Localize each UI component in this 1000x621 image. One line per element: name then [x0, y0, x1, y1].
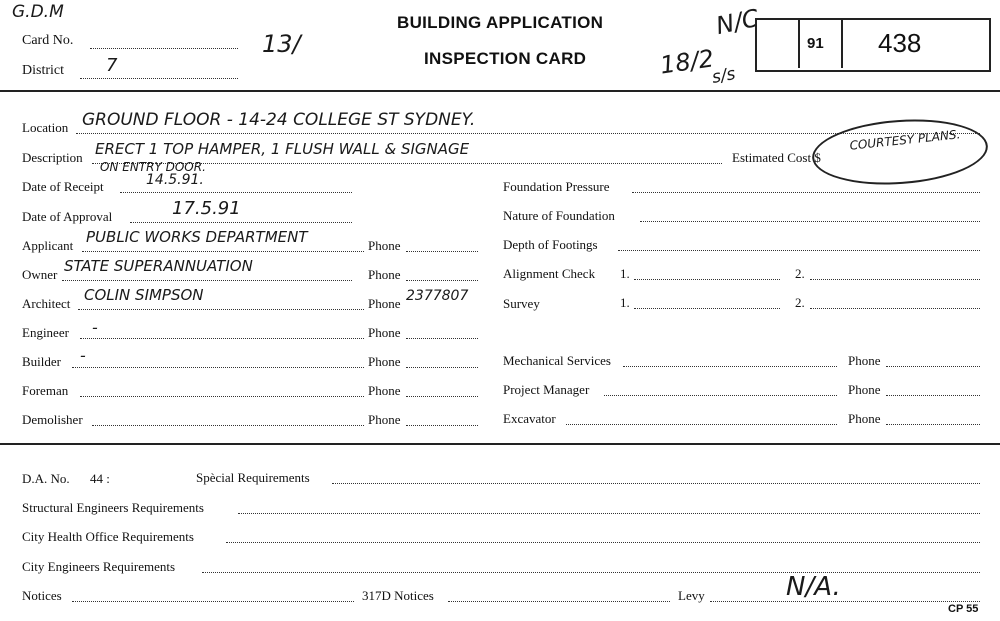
- mechanical-phone-label: Phone: [848, 353, 881, 368]
- description-value[interactable]: ERECT 1 TOP HAMPER, 1 FLUSH WALL & SIGNAGE: [95, 140, 470, 158]
- date-approval-line: [130, 222, 352, 223]
- alignment-check-line2: [810, 279, 980, 280]
- notices-317d-label: 317D Notices: [362, 588, 434, 603]
- alignment-check-num1: 1.: [620, 266, 630, 281]
- survey-line2: [810, 308, 980, 309]
- project-manager-phone-label: Phone: [848, 382, 881, 397]
- special-requirements-line: [332, 483, 980, 484]
- special-requirements-label: Spècial Requirements: [196, 470, 310, 485]
- excavator-label: Excavator: [503, 411, 556, 426]
- demolisher-line: [92, 425, 364, 426]
- description-label: Description: [22, 150, 83, 165]
- engineers-requirements-line: [202, 572, 980, 573]
- estimated-cost-value[interactable]: COURTESY PLANS.: [848, 127, 961, 153]
- initials-handwritten: G.D.M: [12, 2, 64, 22]
- engineer-line: [80, 338, 364, 339]
- da-no-label: D.A. No.: [22, 471, 70, 486]
- foreman-phone-label: Phone: [368, 383, 401, 398]
- mechanical-services-label: Mechanical Services: [503, 353, 611, 368]
- architect-line: [78, 309, 364, 310]
- applicant-label: Applicant: [22, 238, 74, 253]
- date-receipt-label: Date of Receipt: [22, 179, 104, 194]
- builder-label: Builder: [22, 354, 61, 369]
- builder-line: [72, 367, 364, 368]
- levy-label: Levy: [678, 588, 705, 603]
- engineer-value[interactable]: -: [92, 318, 98, 337]
- header-divider: [0, 90, 1000, 92]
- structural-requirements-line: [238, 513, 980, 514]
- description-value-line2[interactable]: ON ENTRY DOOR.: [100, 160, 206, 174]
- alignment-check-num2: 2.: [795, 266, 805, 281]
- project-manager-label: Project Manager: [503, 382, 590, 397]
- box-divider: [841, 20, 843, 68]
- applicant-phone-label: Phone: [368, 238, 401, 253]
- alignment-check-line1: [634, 279, 780, 280]
- box-divider: [798, 20, 800, 68]
- foreman-label: Foreman: [22, 383, 69, 398]
- architect-phone-label: Phone: [368, 296, 401, 311]
- engineers-requirements-label: City Engineers Requirements: [22, 559, 176, 574]
- demolisher-phone-label: Phone: [368, 412, 401, 427]
- district-value[interactable]: 7: [106, 55, 118, 76]
- district-label: District: [22, 63, 64, 78]
- survey-num2: 2.: [795, 295, 805, 310]
- survey-num1: 1.: [620, 295, 630, 310]
- card-no-line: [90, 48, 238, 49]
- owner-value[interactable]: STATE SUPERANNUATION: [64, 257, 253, 275]
- project-manager-phone-line: [886, 395, 980, 396]
- survey-label: Survey: [503, 296, 540, 311]
- applicant-value[interactable]: PUBLIC WORKS DEPARTMENT: [86, 228, 308, 246]
- form-code: CP 55: [948, 603, 979, 615]
- notices-line: [72, 601, 354, 602]
- architect-value[interactable]: COLIN SIMPSON: [84, 286, 204, 304]
- excavator-phone-label: Phone: [848, 411, 881, 426]
- note-nc: N/C: [713, 3, 762, 41]
- note-date: 18/2: [658, 44, 716, 80]
- survey-line1: [634, 308, 780, 309]
- architect-phone-value[interactable]: 2377807: [406, 288, 469, 304]
- date-approval-value[interactable]: 17.5.91: [172, 198, 241, 219]
- foundation-pressure-line: [632, 192, 980, 193]
- depth-footings-line: [618, 250, 980, 251]
- date-receipt-line: [120, 192, 352, 193]
- excavator-line: [566, 424, 837, 425]
- nature-foundation-line: [640, 221, 980, 222]
- health-requirements-line: [226, 542, 980, 543]
- location-value[interactable]: GROUND FLOOR - 14-24 COLLEGE ST SYDNEY.: [82, 110, 476, 130]
- form-title: BUILDING APPLICATION: [397, 13, 604, 32]
- note-initials: s/s: [710, 64, 738, 88]
- levy-value[interactable]: N/A.: [786, 572, 841, 602]
- nature-foundation-label: Nature of Foundation: [503, 208, 615, 223]
- builder-phone-label: Phone: [368, 354, 401, 369]
- year-box-value: 91: [807, 35, 824, 52]
- demolisher-phone-line: [406, 425, 478, 426]
- owner-label: Owner: [22, 267, 58, 282]
- builder-value[interactable]: -: [80, 346, 86, 365]
- card-no-value[interactable]: 13/: [262, 30, 301, 58]
- da-no-value[interactable]: 44 :: [90, 471, 110, 486]
- excavator-phone-line: [886, 424, 980, 425]
- health-requirements-label: City Health Office Requirements: [22, 529, 194, 544]
- builder-phone-line: [406, 367, 478, 368]
- section-divider: [0, 443, 1000, 445]
- date-receipt-value[interactable]: 14.5.91.: [146, 172, 204, 188]
- project-manager-line: [604, 395, 837, 396]
- levy-line: [710, 601, 980, 602]
- architect-label: Architect: [22, 296, 71, 311]
- engineer-phone-line: [406, 338, 478, 339]
- owner-line: [62, 280, 352, 281]
- applicant-line: [82, 251, 364, 252]
- mechanical-phone-line: [886, 366, 980, 367]
- owner-phone-label: Phone: [368, 267, 401, 282]
- engineer-label: Engineer: [22, 325, 69, 340]
- engineer-phone-label: Phone: [368, 325, 401, 340]
- form-subtitle: INSPECTION CARD: [424, 49, 587, 68]
- owner-phone-line: [406, 280, 478, 281]
- estimated-cost-circle: [810, 114, 990, 190]
- applicant-phone-line: [406, 251, 478, 252]
- mechanical-services-line: [623, 366, 837, 367]
- demolisher-label: Demolisher: [22, 412, 83, 427]
- alignment-check-label: Alignment Check: [503, 266, 596, 281]
- card-number-box: [755, 18, 991, 72]
- foreman-phone-line: [406, 396, 478, 397]
- foundation-pressure-label: Foundation Pressure: [503, 179, 610, 194]
- notices-317d-line: [448, 601, 670, 602]
- number-box-value: 438: [878, 28, 922, 58]
- location-label: Location: [22, 120, 69, 135]
- depth-footings-label: Depth of Footings: [503, 237, 598, 252]
- structural-requirements-label: Structural Engineers Requirements: [22, 500, 204, 515]
- foreman-line: [80, 396, 364, 397]
- notices-label: Notices: [22, 588, 62, 603]
- estimated-cost-label: Estimated Cost $: [732, 150, 821, 165]
- district-line: [80, 78, 238, 79]
- date-approval-label: Date of Approval: [22, 209, 113, 224]
- card-no-label: Card No.: [22, 33, 74, 48]
